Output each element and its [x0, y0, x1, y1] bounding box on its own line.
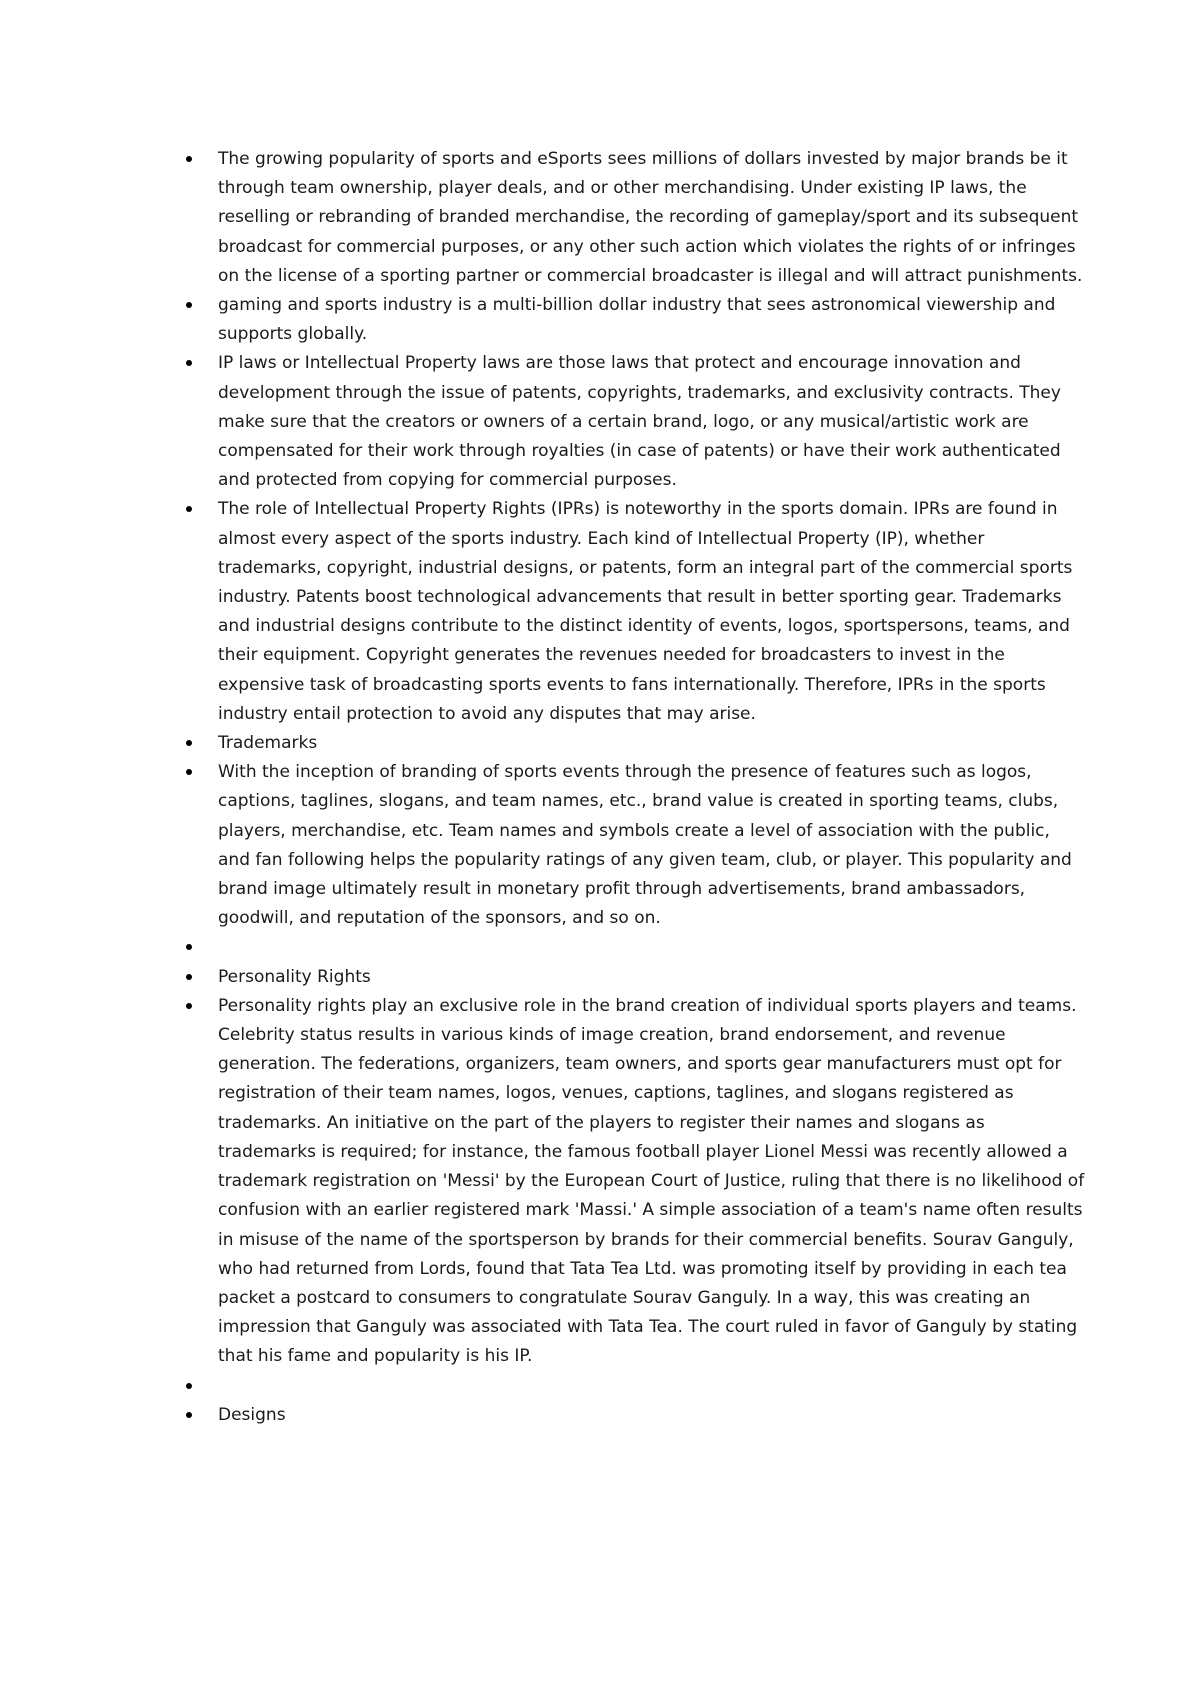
list-item-text: The role of Intellectual Property Rights (IPRs) is noteworthy in the sports domain. IPRs are found in almost every aspect of the sports industry. Each kind of Intellectual Property (IP), whether trademarks, copyright, industrial designs, or patents, form an integral part of the commercial sports industry. Patents boost technological advancements that result in better sporting gear. Trademarks and industrial designs contribute to the distinct identity of events, logos, sportspersons, teams, and their equipment. Copyright generates the revenues needed for broadcasters to invest in the expensive task of broadcasting sports events to fans internationally. Therefore, IPRs in the sports industry entail protection to avoid any disputes that may arise. [218, 499, 1073, 724]
list-item-empty [186, 1372, 1086, 1401]
list-item [186, 992, 1086, 1372]
bullet-icon [186, 769, 192, 775]
list-item-text: With the inception of branding of sports events through the presence of features such as logos, captions, taglines, slogans, and team names, etc., brand value is created in sporting teams, clubs, players, merchandise, etc. Team names and symbols create a level of association with the public, and fan following helps the popularity ratings of any given team, club, or player. This popularity and brand image ultimately result in monetary profit through advertisements, brand ambassadors, goodwill, and reputation of the sponsors, and so on. [218, 762, 1072, 929]
bullet-icon [186, 360, 192, 366]
bullet-list [186, 145, 1086, 1430]
bullet-icon [186, 1383, 192, 1389]
bullet-icon [186, 1003, 192, 1009]
bullet-icon [186, 156, 192, 162]
list-item-text: The growing popularity of sports and eSports sees millions of dollars invested by major brands be it through team ownership, player deals, and or other merchandising. Under existing IP laws, the reselling or rebranding of branded merchandise, the recording of gameplay/sport and its subsequent broadcast for commercial purposes, or any other such action which violates the rights of or infringes on the license of a sporting partner or commercial broadcaster is illegal and will attract punishments. [218, 149, 1083, 286]
list-item [186, 1401, 1086, 1430]
list-item-text: IP laws or Intellectual Property laws are those laws that protect and encourage innovation and development through the issue of patents, copyrights, trademarks, and exclusivity contracts. They make sure that the creators or owners of a certain brand, logo, or any musical/artistic work are compensated for their work through royalties (in case of patents) or have their work authenticated and protected from copying for commercial purposes. [218, 353, 1061, 491]
bullet-icon [186, 1412, 192, 1418]
list-item-text: Trademarks [218, 733, 318, 754]
list-item [186, 495, 1086, 729]
list-item-text: Personality rights play an exclusive role in the brand creation of individual sports players and teams. Celebrity status results in various kinds of image creation, brand endorsement, and revenue generation. The federations, organizers, team owners, and sports gear manufacturers must opt for registration of their team names, logos, venues, captions, taglines, and slogans registered as trademarks. An initiative on the part of the players to register their names and slogans as trademarks is required; for instance, the famous football player Lionel Messi was recently allowed a trademark registration on 'Messi' by the European Court of Justice, ruling that there is no likelihood of confusion with an earlier registered mark 'Massi.' A simple association of a team's name often results in misuse of the name of the sportsperson by brands for their commercial benefits. Sourav Ganguly, who had returned from Lords, found that Tata Tea Ltd. was promoting itself by providing in each tea packet a postcard to consumers to congratulate Sourav Ganguly. In a way, this was creating an impression that Ganguly was associated with Tata Tea. The court ruled in favor of Ganguly by stating that his fame and popularity is his IP. [218, 995, 1085, 1367]
list-item [186, 729, 1086, 758]
list-item [186, 145, 1086, 291]
list-item-text: gaming and sports industry is a multi-billion dollar industry that sees astronomical viewership and supports globally. [218, 295, 1056, 345]
list-item-text: Personality Rights [218, 966, 371, 987]
bullet-icon [186, 974, 192, 980]
bullet-icon [186, 944, 192, 950]
list-item-empty [186, 933, 1086, 962]
list-item [186, 349, 1086, 495]
list-item-text: Designs [218, 1404, 286, 1425]
bullet-icon [186, 302, 192, 308]
bullet-icon [186, 506, 192, 512]
list-item [186, 963, 1086, 992]
list-item [186, 291, 1086, 349]
bullet-icon [186, 740, 192, 746]
list-item [186, 758, 1086, 933]
